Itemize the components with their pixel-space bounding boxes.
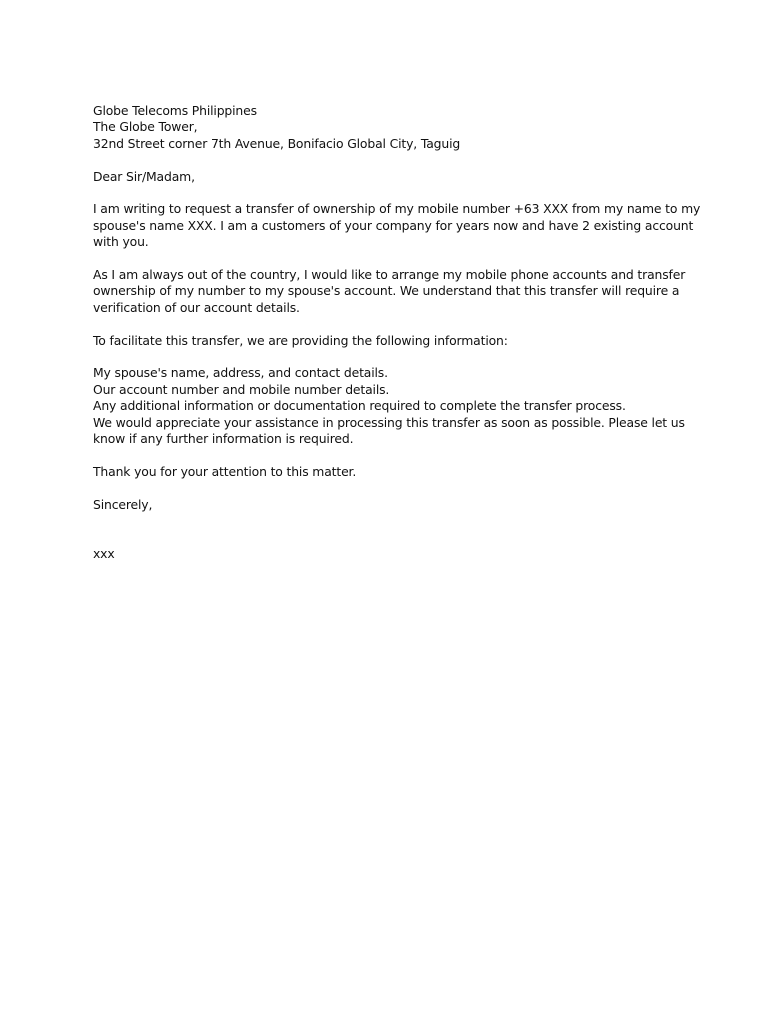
paragraph-intro-info <box>93 333 673 349</box>
paragraph-line: As I am always out of the country, I would like to arrange my mobile phone accounts and transfer <box>93 267 686 283</box>
info-line: know if any further information is required. <box>93 431 354 447</box>
paragraph-line: verification of our account details. <box>93 299 300 315</box>
paragraph-line: ownership of my number to my spouse's account. We understand that this transfer will require a <box>93 283 680 299</box>
closing <box>93 497 673 513</box>
recipient-street: 32nd Street corner 7th Avenue, Bonifacio Global City, Taguig <box>93 135 461 151</box>
info-line: Any additional information or documentation required to complete the transfer process. <box>93 398 626 414</box>
paragraph-line: To facilitate this transfer, we are providing the following information: <box>93 332 508 348</box>
paragraph-line: with you. <box>93 234 149 250</box>
recipient-address <box>93 103 673 152</box>
salutation-text: Dear Sir/Madam, <box>93 168 195 184</box>
paragraph-reason <box>93 267 686 316</box>
thanks <box>93 464 673 480</box>
signature-gap <box>93 513 673 546</box>
signature <box>93 546 673 562</box>
letter-body <box>93 103 701 562</box>
info-line: We would appreciate your assistance in processing this transfer as soon as possible. Please let us <box>93 414 685 430</box>
info-list <box>93 365 685 447</box>
info-line: My spouse's name, address, and contact details. <box>93 365 388 381</box>
recipient-company: Globe Telecoms Philippines <box>93 103 257 118</box>
paragraph-request <box>93 201 701 250</box>
closing-text: Sincerely, <box>93 496 153 512</box>
paragraph-line: I am writing to request a transfer of ownership of my mobile number +63 XXX from my name to my <box>93 201 701 217</box>
recipient-building: The Globe Tower, <box>93 119 198 135</box>
salutation <box>93 169 673 185</box>
thanks-text: Thank you for your attention to this matter. <box>93 463 357 479</box>
paragraph-line: spouse's name XXX. I am a customers of your company for years now and have 2 existing account <box>93 217 694 233</box>
signature-text: xxx <box>93 545 115 561</box>
info-line: Our account number and mobile number details. <box>93 381 390 397</box>
